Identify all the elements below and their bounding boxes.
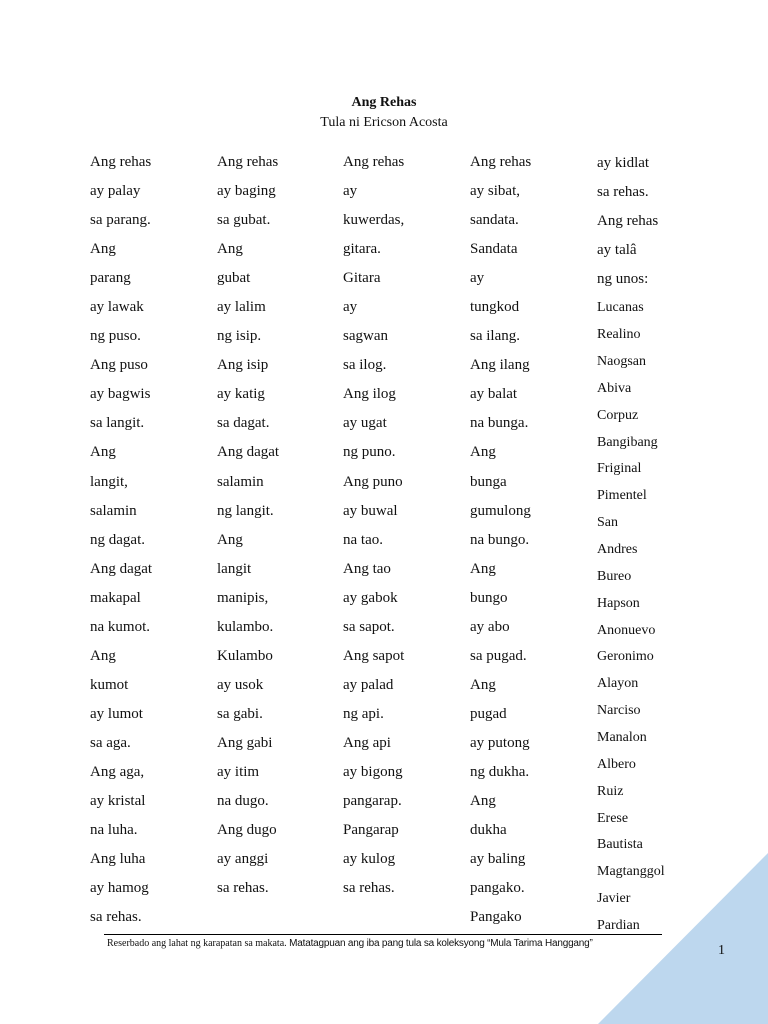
poem-line: Ang: [470, 560, 496, 577]
poem-line: Ang: [470, 444, 496, 461]
poem-line: ay kulog: [343, 851, 396, 868]
poem-line: Ang gabi: [217, 734, 273, 751]
poem-line: ay abo: [470, 618, 510, 635]
poem-name: Lucanas: [597, 300, 644, 316]
poem-line: na dugo.: [217, 793, 269, 810]
poem-line: ay lalim: [217, 299, 266, 316]
poem-line: pangarap.: [343, 793, 402, 810]
poem-name: Alayon: [597, 676, 639, 692]
poem-line: ay buwal: [343, 502, 398, 519]
poem-line: Ang: [90, 647, 116, 664]
poem-line: salamin: [217, 473, 264, 490]
poem-name: Ruiz: [597, 783, 624, 799]
poem-line: Ang rehas: [90, 154, 152, 170]
poem-line: ay ugat: [343, 415, 387, 432]
poem-line: manipis,: [217, 589, 269, 606]
poem-line: na luha.: [90, 822, 138, 839]
poem-line: Ang ilog: [343, 386, 396, 403]
poem-line: na tao.: [343, 531, 383, 548]
poem-name: Albero: [597, 756, 636, 772]
poem-name: Corpuz: [597, 407, 639, 423]
poem-name: Bureo: [597, 568, 632, 584]
poem-line: ay lawak: [90, 299, 144, 316]
poem-line: langit: [217, 560, 252, 577]
poem-line: na bungo.: [470, 531, 530, 548]
poem-line: Kulambo: [217, 647, 273, 664]
poem-line: ay talâ: [597, 242, 637, 259]
poem-line: ng api.: [343, 705, 384, 722]
poem-line: Ang ilang: [470, 357, 530, 374]
poem-line: ay gabok: [343, 589, 398, 606]
poem-column-1: [90, 151, 152, 935]
poem-column-3: [343, 151, 404, 906]
poem-column-2: [217, 151, 279, 906]
poem-line: dukha: [470, 822, 507, 839]
poem-line: sa rehas.: [597, 184, 649, 201]
poem-line: ay usok: [217, 676, 264, 693]
poem-name: San: [597, 515, 618, 531]
poem-line: Ang puno: [343, 473, 403, 490]
poem-line: Ang luha: [90, 851, 146, 868]
poem-line: Pangarap: [343, 822, 399, 839]
poem-line: ay: [343, 299, 358, 316]
poem-line: sa langit.: [90, 415, 145, 432]
poem-name: Pardian: [597, 918, 640, 933]
poem-line: Ang rehas: [597, 213, 659, 230]
poem-line: Ang api: [343, 734, 391, 751]
poem-line: Ang: [470, 676, 496, 693]
poem-line: sa ilog.: [343, 357, 387, 374]
poem-line: sa gubat.: [217, 212, 271, 229]
page-number: 1: [718, 943, 725, 958]
poem-line: ng langit.: [217, 502, 274, 519]
poem-line: ng puso.: [90, 328, 141, 345]
poem-line: ng dukha.: [470, 763, 530, 780]
poem-line: Ang: [90, 241, 116, 258]
poem-line: sa ilang.: [470, 328, 520, 345]
poem-line: na bunga.: [470, 415, 529, 432]
poem-line: Ang dagat: [90, 560, 153, 577]
poem-line: Ang isip: [217, 357, 269, 374]
poem-name: Hapson: [597, 595, 640, 611]
poem-column-5: [597, 152, 665, 942]
poem-line: ay lumot: [90, 705, 143, 722]
poem-line: tungkod: [470, 299, 520, 316]
poem-line: kulambo.: [217, 618, 274, 635]
poem-line: ay hamog: [90, 880, 149, 897]
poem-name: Erese: [597, 810, 629, 826]
poem-name: Naogsan: [597, 353, 646, 369]
poem-line: kumot: [90, 676, 129, 693]
poem-line: kuwerdas,: [343, 212, 405, 229]
poem-line: Ang sapot: [343, 647, 405, 664]
poem-name: Friginal: [597, 461, 642, 477]
poem-line: sandata.: [470, 212, 519, 229]
poem-name: Andres: [597, 541, 638, 557]
poem-line: sa parang.: [90, 212, 151, 229]
poem-name: Anonuevo: [597, 622, 656, 638]
poem-line: Ang: [470, 793, 496, 810]
poem-line: parang: [90, 270, 131, 287]
poem-line: gubat: [217, 270, 251, 287]
poem-line: Ang dagat: [217, 444, 280, 461]
page-subtitle: Tula ni Ericson Acosta: [320, 115, 448, 130]
poem-line: Ang tao: [343, 560, 391, 577]
footer-collection: Matatagpuan ang iba pang tula sa koleksyong “Mula Tarima Hanggang”: [289, 938, 593, 949]
poem-line: sa rehas.: [90, 909, 142, 926]
poem-line: makapal: [90, 589, 141, 606]
poem-line: ay palay: [90, 183, 141, 200]
poem-line: bungo: [470, 589, 508, 606]
poem-line: ng unos:: [597, 271, 649, 288]
poem-line: ng puno.: [343, 444, 396, 461]
poem-name: Narciso: [597, 703, 641, 719]
footer-divider: [104, 934, 662, 935]
poem-line: pangako.: [470, 880, 525, 897]
poem-line: ay kidlat: [597, 155, 650, 171]
poem-line: salamin: [90, 502, 137, 519]
poem-line: Sandata: [470, 241, 518, 258]
poem-line: ay itim: [217, 763, 260, 780]
poem-line: ay: [470, 270, 485, 287]
poem-line: ay katig: [217, 386, 265, 403]
poem-name: Bautista: [597, 837, 643, 853]
poem-name: Bangibang: [597, 434, 658, 450]
poem-line: ay kristal: [90, 793, 146, 810]
poem-line: sa sapot.: [343, 618, 395, 635]
footer-rights: Reserbado ang lahat ng karapatan sa makata.: [107, 938, 287, 949]
poem-name: Javier: [597, 891, 631, 907]
poem-name: Abiva: [597, 380, 632, 396]
poem-name: Manalon: [597, 729, 647, 745]
poem-line: Gitara: [343, 270, 381, 287]
footer-note: [107, 937, 667, 951]
poem-line: sa pugad.: [470, 647, 527, 664]
poem-line: gitara.: [343, 241, 381, 258]
poem-line: ng isip.: [217, 328, 262, 345]
poem-line: ay palad: [343, 676, 394, 693]
poem-line: sa aga.: [90, 734, 131, 751]
poem-line: sa rehas.: [217, 880, 269, 897]
poem-line: ay putong: [470, 734, 530, 751]
poem-line: ay bagwis: [90, 386, 151, 403]
poem-line: Pangako: [470, 909, 522, 926]
poem-line: sa gabi.: [217, 705, 263, 722]
poem-line: ay balat: [470, 386, 518, 403]
poem-line: ay baging: [217, 183, 276, 200]
poem-line: Ang rehas: [470, 154, 532, 170]
poem-line: Ang aga,: [90, 763, 145, 780]
page-title: Ang Rehas: [351, 95, 417, 110]
poem-line: Ang dugo: [217, 822, 277, 839]
poem-line: ay sibat,: [470, 183, 520, 200]
poem-line: Ang: [217, 241, 243, 258]
poem-line: Ang: [217, 531, 243, 548]
poem-line: Ang: [90, 444, 116, 461]
poem-line: ay baling: [470, 851, 526, 868]
poem-column-4: [470, 151, 531, 935]
poem-line: Ang rehas: [343, 154, 405, 170]
poem-name: Pimentel: [597, 488, 647, 504]
poem-line: gumulong: [470, 502, 531, 519]
poem-line: sa dagat.: [217, 415, 270, 432]
poem-line: ay anggi: [217, 851, 269, 868]
poem-name: Magtanggol: [597, 864, 665, 880]
poem-line: sagwan: [343, 328, 388, 345]
poem-line: ay bigong: [343, 763, 403, 780]
poem-line: Ang rehas: [217, 154, 279, 170]
poem-line: langit,: [90, 473, 128, 490]
poem-line: pugad: [470, 705, 507, 722]
poem-line: sa rehas.: [343, 880, 395, 897]
poem-line: Ang puso: [90, 357, 148, 374]
poem-name: Geronimo: [597, 649, 654, 665]
poem-line: ng dagat.: [90, 531, 145, 548]
poem-line: ay: [343, 183, 358, 200]
poem-line: na kumot.: [90, 618, 150, 635]
poem-name: Realino: [597, 327, 641, 343]
poem-line: bunga: [470, 473, 507, 490]
